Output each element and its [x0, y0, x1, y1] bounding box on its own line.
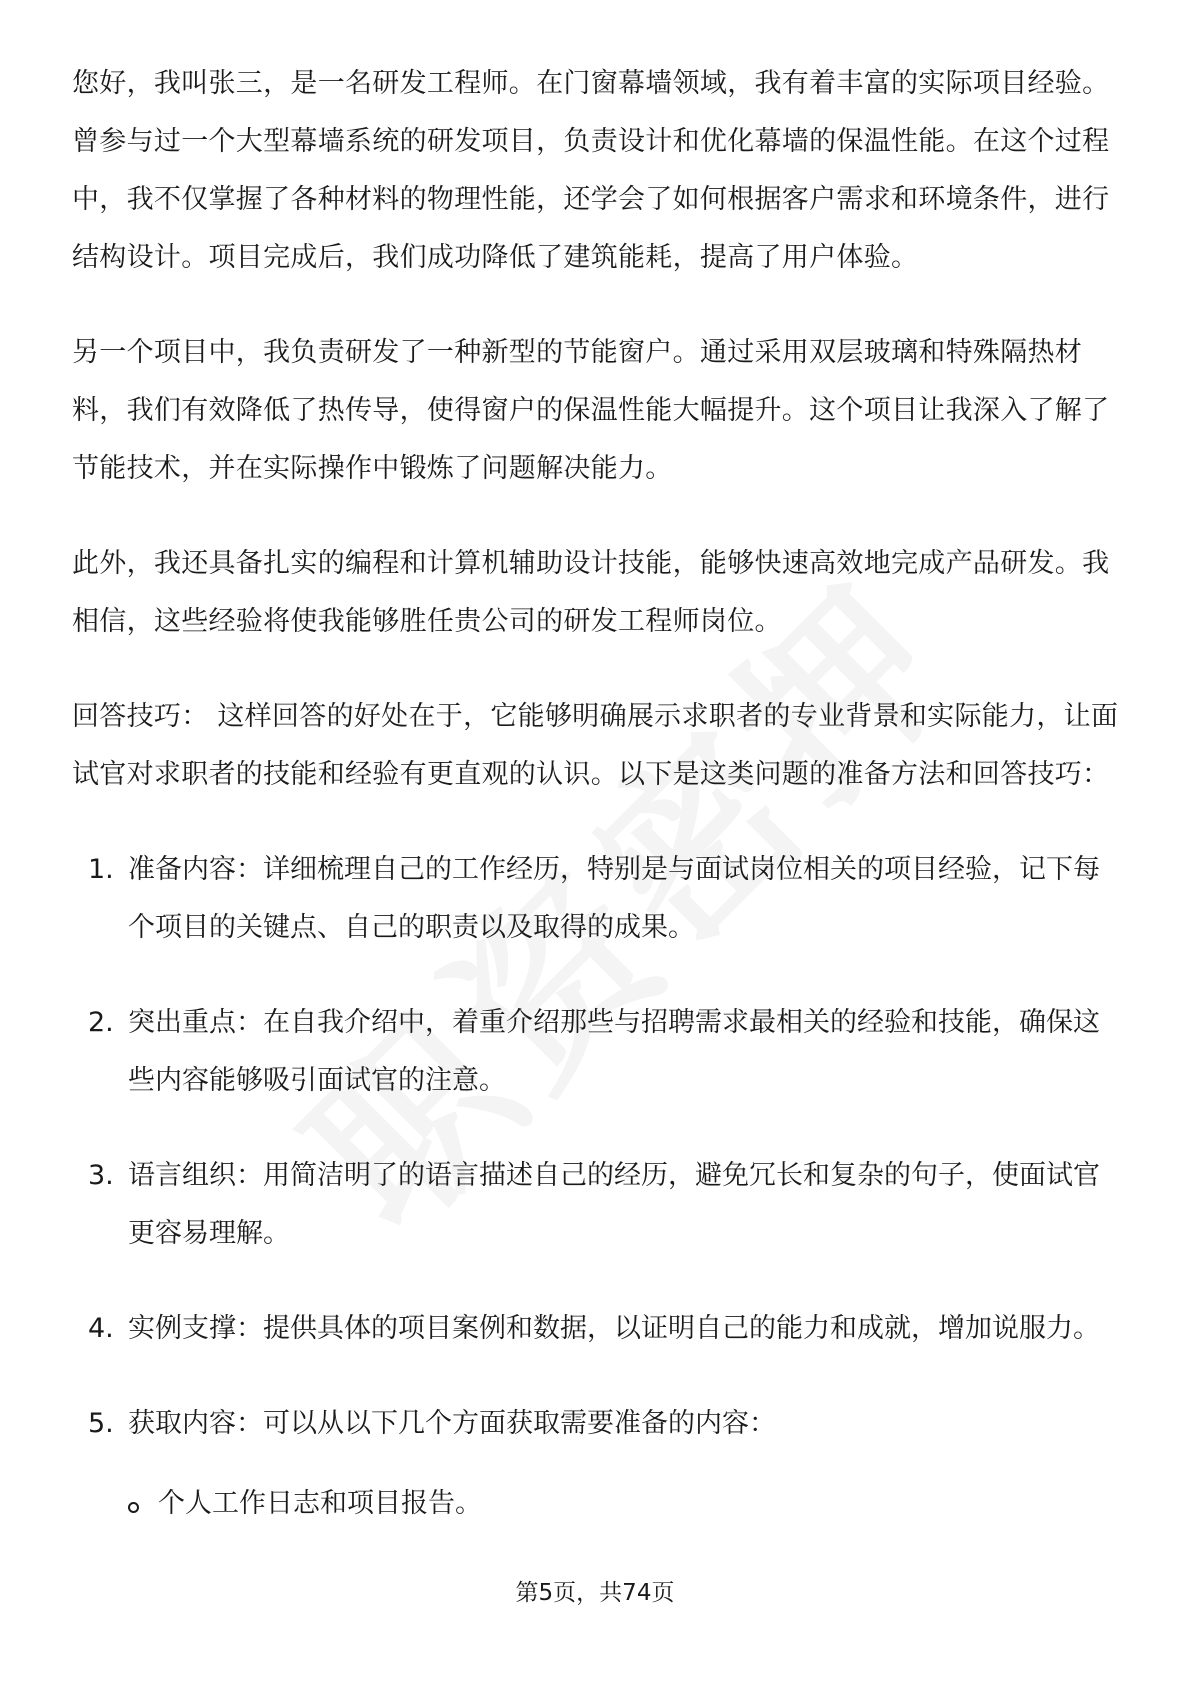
list-item-text: 准备内容：详细梳理自己的工作经历，特别是与面试岗位相关的项目经验，记下每个项目的关键点、自己的职责以及取得的成果。: [128, 854, 1100, 943]
list-item: [72, 1300, 1122, 1358]
list-item-number: 2.: [88, 1007, 114, 1038]
list-item-number: 1.: [88, 854, 114, 885]
list-item-text: 语言组织：用简洁明了的语言描述自己的经历，避免冗长和复杂的句子，使面试官更容易理解。: [128, 1160, 1100, 1249]
paragraph-intro: 您好，我叫张三，是一名研发工程师。在门窗幕墙领域，我有着丰富的实际项目经验。曾参与过一个大型幕墙系统的研发项目，负责设计和优化幕墙的保温性能。在这个过程中，我不仅掌握了各种材料的物理性能，还学会了如何根据客户需求和环境条件，进行结构设计。项目完成后，我们成功降低了建筑能耗，提高了用户体验。: [72, 68, 1110, 273]
list-item-text: 获取内容：可以从以下几个方面获取需要准备的内容：: [128, 1408, 776, 1439]
list-item: [72, 994, 1122, 1110]
sub-list: [128, 1475, 1122, 1533]
list-item: [72, 841, 1122, 957]
hollow-bullet-icon: [128, 1502, 139, 1513]
list-item-number: 3.: [88, 1160, 114, 1191]
content-body: [72, 55, 1122, 1570]
paragraph-skills: 此外，我还具备扎实的编程和计算机辅助设计技能，能够快速高效地完成产品研发。我相信，这些经验将使我能够胜任贵公司的研发工程师岗位。: [72, 548, 1110, 637]
list-item: [72, 1395, 1122, 1533]
list-item: [72, 1147, 1122, 1263]
paragraph-project: 另一个项目中，我负责研发了一种新型的节能窗户。通过采用双层玻璃和特殊隔热材料，我们有效降低了热传导，使得窗户的保温性能大幅提升。这个项目让我深入了解了节能技术，并在实际操作中锻炼了问题解决能力。: [72, 337, 1110, 484]
list-item-number: 4.: [88, 1313, 114, 1344]
list-item-number: 5.: [88, 1408, 114, 1439]
paragraph-answer-tips: 回答技巧： 这样回答的好处在于，它能够明确展示求职者的专业背景和实际能力，让面试官对求职者的技能和经验有更直观的认识。以下是这类问题的准备方法和回答技巧：: [72, 701, 1119, 790]
list-item-text: 突出重点：在自我介绍中，着重介绍那些与招聘需求最相关的经验和技能，确保这些内容能够吸引面试官的注意。: [128, 1007, 1100, 1096]
list-item-text: 实例支撑：提供具体的项目案例和数据，以证明自己的能力和成就，增加说服力。: [128, 1313, 1100, 1344]
page-number-footer: 第5页，共74页: [515, 1580, 675, 1606]
sub-list-item: [128, 1475, 1122, 1533]
tips-list: [72, 841, 1122, 1533]
sub-list-item-text: 个人工作日志和项目报告。: [158, 1488, 482, 1519]
